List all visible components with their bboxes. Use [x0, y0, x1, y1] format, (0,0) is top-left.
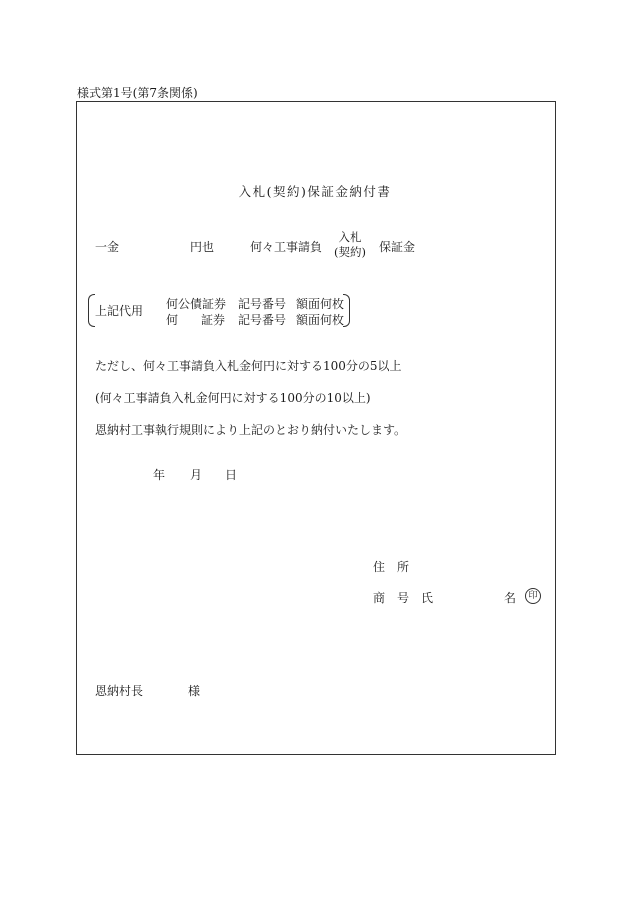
statement-line: 恩納村工事執行規則により上記のとおり納付いたします。 — [95, 423, 407, 437]
security-number-2: 記号番号 — [238, 313, 287, 327]
trade-label-a: 商 — [373, 591, 386, 605]
right-bracket — [343, 294, 350, 327]
addressee-name: 恩納村長 — [95, 684, 144, 698]
address-label-b: 所 — [397, 560, 410, 574]
trade-label-c: 氏 — [421, 591, 434, 605]
date-day: 日 — [225, 468, 238, 482]
security-face-2: 額面何枚 — [296, 313, 345, 327]
date-year: 年 — [153, 468, 166, 482]
amount-suffix: 円也 — [190, 240, 215, 254]
amount-prefix: 一金 — [95, 240, 120, 254]
trade-label-d: 名 — [504, 591, 517, 605]
security-face-1: 額面何枚 — [296, 297, 345, 311]
stack-top: 入札 — [338, 230, 362, 244]
deposit-label: 保証金 — [379, 240, 416, 254]
security-name-2b: 証券 — [201, 313, 226, 327]
document-title: 入札(契約)保証金納付書 — [238, 184, 392, 199]
condition-line-alt: (何々工事請負入札金何円に対する100分の10以上) — [95, 391, 371, 405]
bid-contract-stack — [333, 230, 367, 260]
condition-line: ただし、何々工事請負入札金何円に対する100分の5以上 — [95, 359, 402, 373]
security-number-1: 記号番号 — [238, 297, 287, 311]
address-label-a: 住 — [373, 560, 386, 574]
date-month: 月 — [190, 468, 203, 482]
security-name-2a: 何 — [166, 313, 179, 327]
security-name-1: 何公債証券 — [166, 297, 227, 311]
left-bracket — [88, 294, 95, 327]
stack-bottom: (契約) — [334, 245, 366, 259]
seal-mark: 印 — [525, 588, 541, 604]
work-name: 何々工事請負 — [250, 240, 323, 254]
form-number-label: 様式第1号(第7条関係) — [77, 86, 198, 100]
substitute-label: 上記代用 — [95, 304, 144, 318]
addressee-honorific: 様 — [188, 684, 201, 698]
trade-label-b: 号 — [397, 591, 410, 605]
